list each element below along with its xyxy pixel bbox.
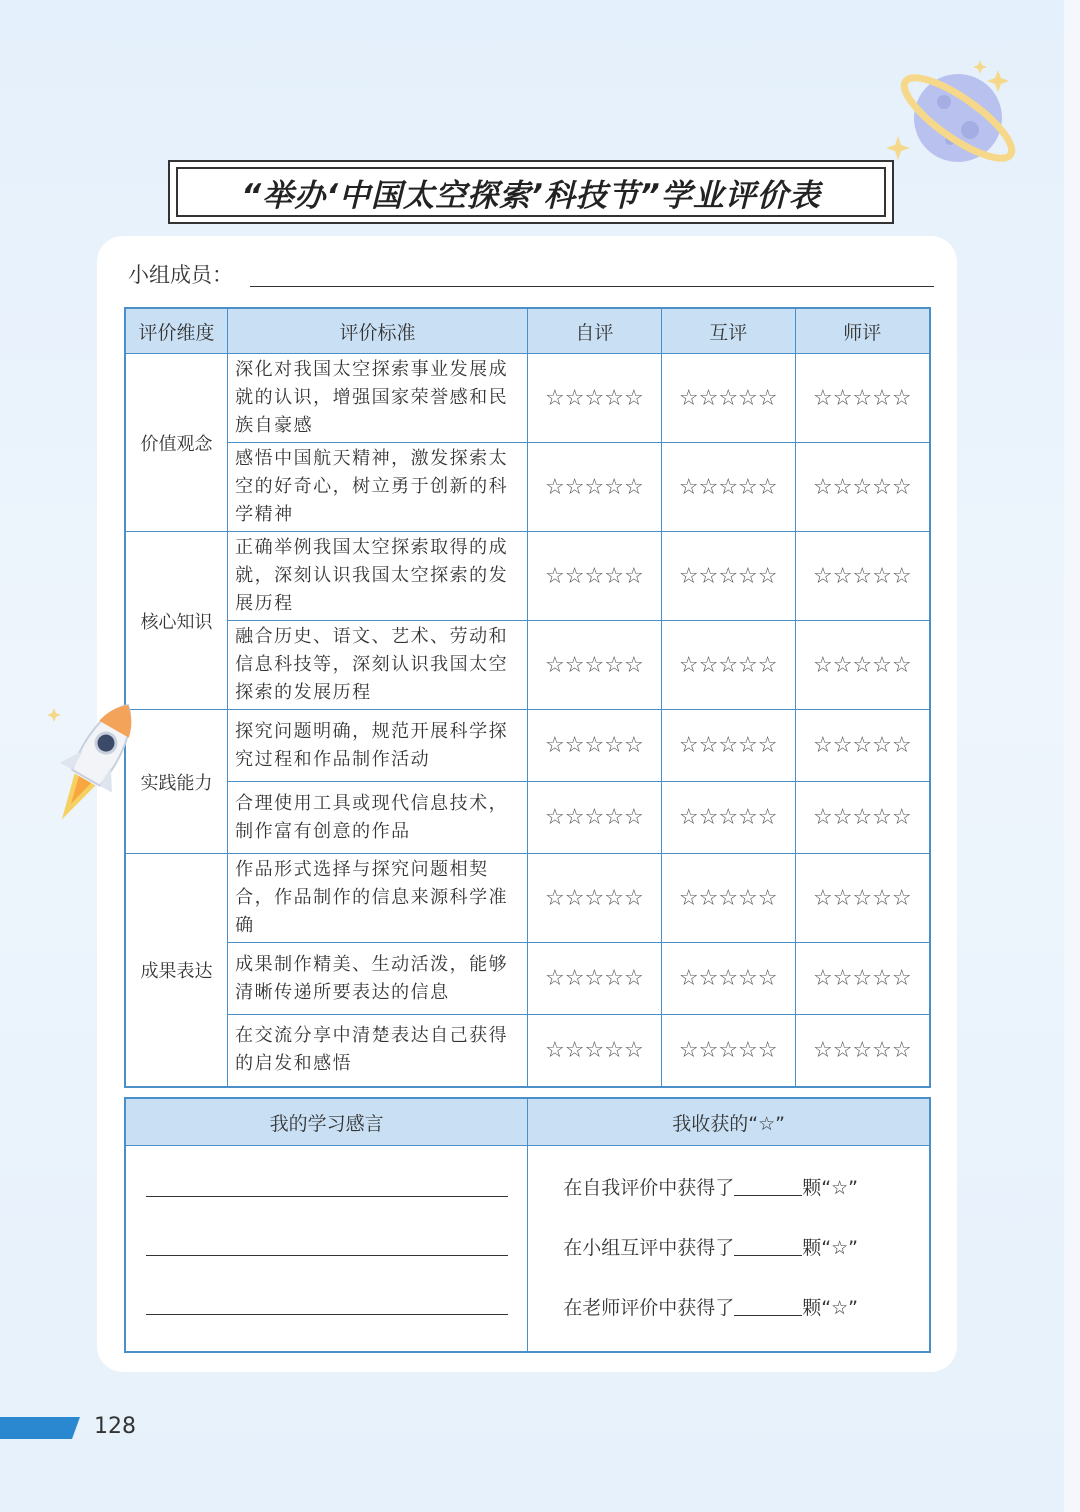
gain-prefix: 在小组互评中获得了 <box>563 1237 735 1259</box>
gain-blank[interactable] <box>734 1233 802 1256</box>
reflection-line[interactable] <box>146 1314 508 1315</box>
criteria-cell: 正确举例我国太空探索取得的成就，深刻认识我国太空探索的发展历程 <box>228 532 528 621</box>
header-dimension: 评价维度 <box>125 308 228 354</box>
planet-icon <box>880 50 1030 180</box>
table-row <box>125 532 930 621</box>
teacher-stars[interactable]: ☆☆☆☆☆ <box>795 1015 930 1087</box>
peer-stars[interactable]: ☆☆☆☆☆ <box>661 354 795 443</box>
teacher-stars[interactable]: ☆☆☆☆☆ <box>795 854 930 943</box>
footer-bar <box>0 1417 80 1439</box>
dimension-cell: 价值观念 <box>125 354 228 532</box>
criteria-cell: 合理使用工具或现代信息技术，制作富有创意的作品 <box>228 782 528 854</box>
gain-suffix: 颗“☆” <box>802 1177 859 1199</box>
criteria-cell: 深化对我国太空探索事业发展成就的认识，增强国家荣誉感和民族自豪感 <box>228 354 528 443</box>
header-criteria: 评价标准 <box>228 308 528 354</box>
table-header-row <box>125 308 930 354</box>
table-row <box>125 710 930 782</box>
gain-prefix: 在老师评价中获得了 <box>563 1297 735 1319</box>
table-row <box>125 943 930 1015</box>
reflection-line[interactable] <box>146 1255 508 1256</box>
teacher-stars[interactable]: ☆☆☆☆☆ <box>795 443 930 532</box>
table-row <box>125 782 930 854</box>
criteria-cell: 作品形式选择与探究问题相契合，作品制作的信息来源科学准确 <box>228 854 528 943</box>
summary-table <box>124 1097 931 1353</box>
group-members-field <box>128 257 934 289</box>
gains-title: 我收获的“☆” <box>528 1098 930 1146</box>
gain-prefix: 在自我评价中获得了 <box>563 1177 735 1199</box>
table-row <box>125 354 930 443</box>
self-stars[interactable]: ☆☆☆☆☆ <box>527 443 661 532</box>
reflection-line[interactable] <box>146 1196 508 1197</box>
summary-body-row <box>125 1146 930 1352</box>
self-stars[interactable]: ☆☆☆☆☆ <box>527 621 661 710</box>
gain-suffix: 颗“☆” <box>802 1297 859 1319</box>
page-edge <box>1064 0 1080 1512</box>
header-teacher: 师评 <box>795 308 930 354</box>
criteria-cell: 成果制作精美、生动活泼，能够清晰传递所要表达的信息 <box>228 943 528 1015</box>
criteria-cell: 在交流分享中清楚表达自己获得的启发和感悟 <box>228 1015 528 1087</box>
peer-stars[interactable]: ☆☆☆☆☆ <box>661 443 795 532</box>
gain-row-self <box>563 1158 928 1218</box>
gain-suffix: 颗“☆” <box>802 1237 859 1259</box>
self-stars[interactable]: ☆☆☆☆☆ <box>527 354 661 443</box>
dimension-cell: 实践能力 <box>125 710 228 854</box>
teacher-stars[interactable]: ☆☆☆☆☆ <box>795 621 930 710</box>
peer-stars[interactable]: ☆☆☆☆☆ <box>661 943 795 1015</box>
self-stars[interactable]: ☆☆☆☆☆ <box>527 710 661 782</box>
table-row <box>125 621 930 710</box>
peer-stars[interactable]: ☆☆☆☆☆ <box>661 782 795 854</box>
table-row <box>125 1015 930 1087</box>
page-title: “举办‘中国太空探索’科技节”学业评价表 <box>241 177 821 214</box>
peer-stars[interactable]: ☆☆☆☆☆ <box>661 621 795 710</box>
header-peer: 互评 <box>661 308 795 354</box>
teacher-stars[interactable]: ☆☆☆☆☆ <box>795 943 930 1015</box>
table-row <box>125 854 930 943</box>
table-row <box>125 443 930 532</box>
gain-blank[interactable] <box>734 1293 802 1316</box>
self-stars[interactable]: ☆☆☆☆☆ <box>527 943 661 1015</box>
summary-header-row <box>125 1098 930 1146</box>
header-self: 自评 <box>527 308 661 354</box>
teacher-stars[interactable]: ☆☆☆☆☆ <box>795 532 930 621</box>
teacher-stars[interactable]: ☆☆☆☆☆ <box>795 354 930 443</box>
peer-stars[interactable]: ☆☆☆☆☆ <box>661 854 795 943</box>
self-stars[interactable]: ☆☆☆☆☆ <box>527 854 661 943</box>
criteria-cell: 融合历史、语文、艺术、劳动和信息科技等，深刻认识我国太空探索的发展历程 <box>228 621 528 710</box>
self-stars[interactable]: ☆☆☆☆☆ <box>527 782 661 854</box>
reflection-title: 我的学习感言 <box>125 1098 528 1146</box>
peer-stars[interactable]: ☆☆☆☆☆ <box>661 1015 795 1087</box>
page-number: 128 <box>94 1414 136 1439</box>
dimension-cell: 核心知识 <box>125 532 228 710</box>
teacher-stars[interactable]: ☆☆☆☆☆ <box>795 710 930 782</box>
criteria-cell: 感悟中国航天精神，激发探索太空的好奇心，树立勇于创新的科学精神 <box>228 443 528 532</box>
gain-row-peer <box>563 1218 928 1278</box>
title-banner <box>168 160 894 224</box>
rocket-icon <box>32 690 152 845</box>
gains-area <box>528 1146 930 1352</box>
reflection-area <box>125 1146 528 1352</box>
peer-stars[interactable]: ☆☆☆☆☆ <box>661 532 795 621</box>
peer-stars[interactable]: ☆☆☆☆☆ <box>661 710 795 782</box>
group-members-line[interactable] <box>250 286 934 287</box>
criteria-cell: 探究问题明确，规范开展科学探究过程和作品制作活动 <box>228 710 528 782</box>
self-stars[interactable]: ☆☆☆☆☆ <box>527 1015 661 1087</box>
dimension-cell: 成果表达 <box>125 854 228 1087</box>
group-members-label: 小组成员： <box>128 263 233 287</box>
evaluation-table <box>124 307 931 1088</box>
gain-row-teacher <box>563 1278 928 1338</box>
gain-blank[interactable] <box>734 1173 802 1196</box>
self-stars[interactable]: ☆☆☆☆☆ <box>527 532 661 621</box>
teacher-stars[interactable]: ☆☆☆☆☆ <box>795 782 930 854</box>
